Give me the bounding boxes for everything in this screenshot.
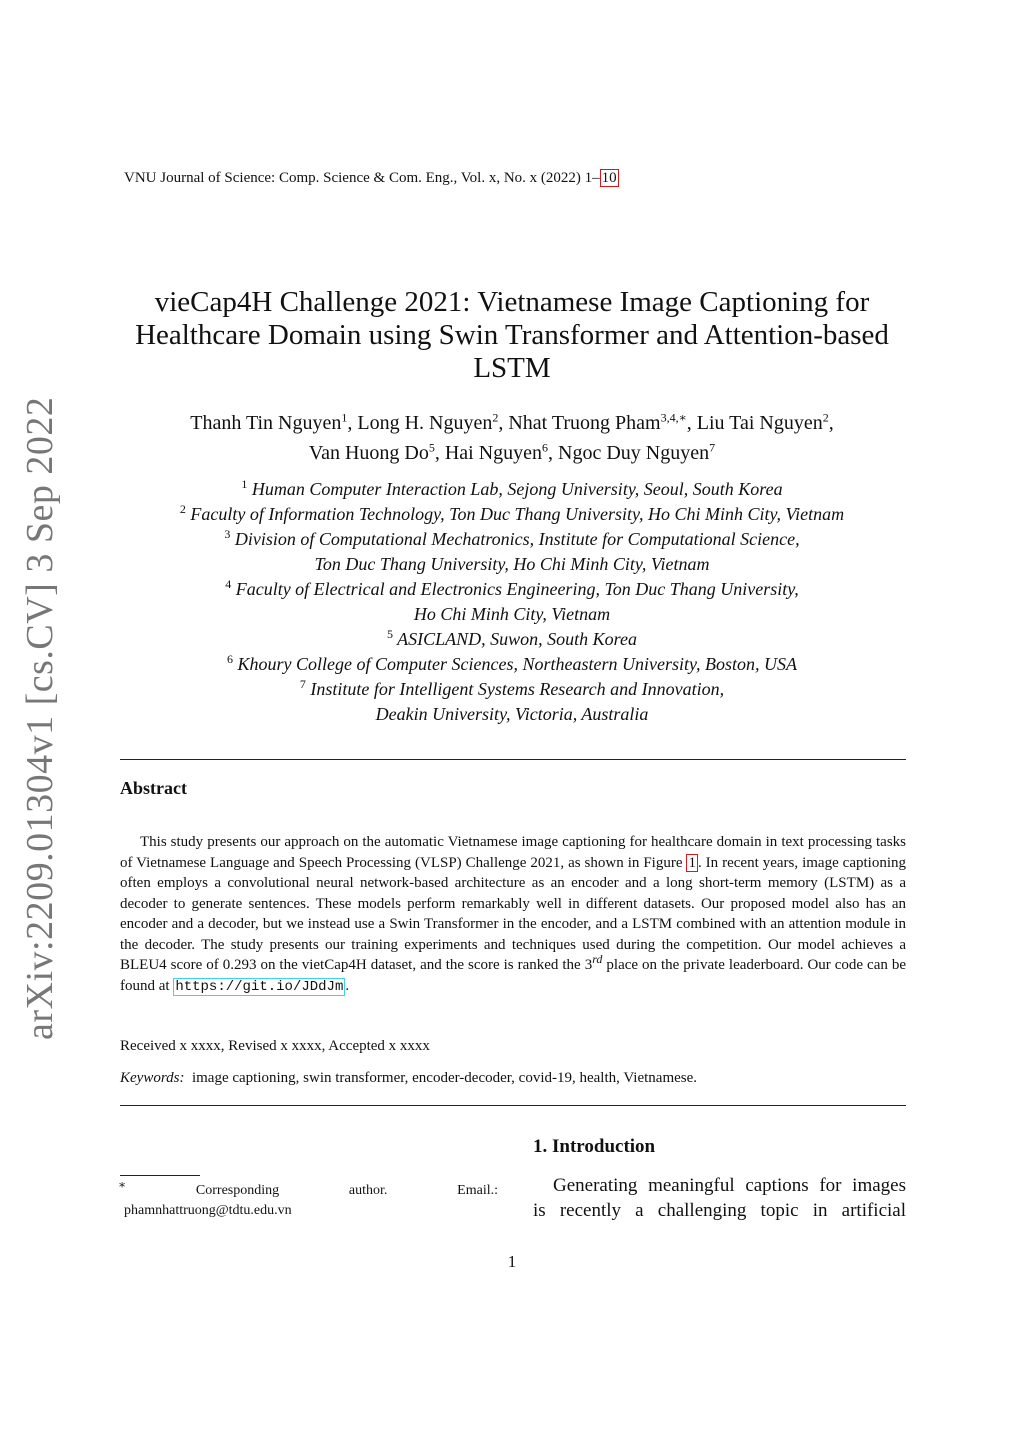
affiliation: $^6$ Khoury College of Computer Sciences, Northeastern University, Boston, USA [227, 652, 797, 674]
bottom-rule [120, 1105, 906, 1106]
footnote-mark: ∗ [118, 1177, 127, 1192]
footnote-rule [120, 1175, 200, 1176]
footnote: ∗ Corresponding author. Email.: phamnhattruong@tdtu.edu.vn [118, 1181, 498, 1221]
affiliation-list [112, 477, 912, 727]
affiliation: $^5$ ASICLAND, Suwon, South Korea [386, 627, 638, 649]
arxiv-stamp: arXiv:2209.01304v1 [cs.CV] 3 Sep 2022 [19, 396, 61, 1040]
keywords [120, 1070, 697, 1087]
footnote-email: phamnhattruong@tdtu.edu.vn [124, 1203, 292, 1218]
affiliation: $^4$ Faculty of Electrical and Electronics Engineering, Ton Duc Thang University, Ho Chi Minh City, Vietnam [225, 577, 799, 624]
section-heading-introduction: 1. Introduction [533, 1136, 656, 1157]
author: Van Huong Do$^5$ [308, 440, 435, 464]
author-list: Thanh Tin Nguyen$^1$, Long H. Nguyen$^2$, Nhat Truong Pham$^{3,4,∗}$, Liu Tai Nguyen$^2$, Van Huong Do$^5$, Hai Nguyen$^6$, Ngoc Duy Nguyen$^7$ [190, 410, 834, 464]
keywords-label: Keywords: [120, 1070, 185, 1086]
affiliation: $^2$ Faculty of Information Technology, Ton Duc Thang University, Ho Chi Minh City, Vietnam [179, 502, 845, 524]
author: Ngoc Duy Nguyen$^7$ [558, 440, 716, 464]
author: Nhat Truong Pham$^{3,4,∗}$ [508, 410, 687, 434]
author: Liu Tai Nguyen$^2$ [696, 410, 829, 434]
affiliation: $^1$ Human Computer Interaction Lab, Sejong University, Seoul, South Korea [241, 477, 783, 499]
paper-title: vieCap4H Challenge 2021: Vietnamese Image Captioning for Healthcare Domain using Swin Transformer and Attention-based LSTM [135, 286, 889, 384]
journal-citation: VNU Journal of Science: Comp. Science & Com. Eng., Vol. x, No. x (2022) 1– [124, 170, 600, 186]
page-number: 1 [507, 1252, 517, 1271]
author: Long H. Nguyen$^2$ [357, 410, 499, 434]
affiliation: $^3$ Division of Computational Mechatronics, Institute for Computational Science, Ton Duc Thang University, Ho Chi Minh City, Vietnam [224, 527, 800, 574]
journal-header [124, 170, 619, 187]
introduction-text: Generating meaningful captions for images is recently a challenging topic in artificial [533, 1175, 906, 1221]
rank-sup: rd [592, 952, 603, 966]
figure-ref-link[interactable]: 1 [688, 854, 696, 871]
abstract-heading: Abstract [120, 778, 187, 798]
affiliation: $^7$ Institute for Intelligent Systems Research and Innovation, Deakin University, Victoria, Australia [299, 677, 725, 724]
author: Hai Nguyen$^6$ [444, 440, 549, 464]
top-rule [120, 759, 906, 760]
last-page-link[interactable]: 10 [601, 170, 617, 186]
received-dates: Received x xxxx, Revised x xxxx, Accepted x xxxx [120, 1038, 430, 1054]
author: Thanh Tin Nguyen$^1$ [190, 410, 348, 434]
abstract-body: This study presents our approach on the automatic Vietnamese image captioning for healthcare domain in text processing tasks of Vietnamese Language and Speech Processing (VLSP) Challenge 2021, as shown in Figure 1 . In recent years, image captioning often employs a convolutional neural network-based architecture as an encoder and a long short-term memory (LSTM) as a decoder to generate sentences. These models perform remarkably well in different datasets. Our proposed model also has an encoder and a decoder, but we instead use a Swin Transformer in the encoder, and a LSTM combined with an attention module in the decoder. The study presents our training experiments and techniques used during the competition. Our model achieves a BLEU4 score of 0.293 on the vietCap4H dataset, and the score is ranked the 3rd place on the private leaderboard. Our code can be found at https://git.io/JDdJm . [120, 834, 907, 995]
code-link[interactable]: https://git.io/JDdJm [175, 978, 344, 995]
keywords-text: image captioning, swin transformer, encoder-decoder, covid-19, health, Vietnamese. [191, 1070, 698, 1086]
